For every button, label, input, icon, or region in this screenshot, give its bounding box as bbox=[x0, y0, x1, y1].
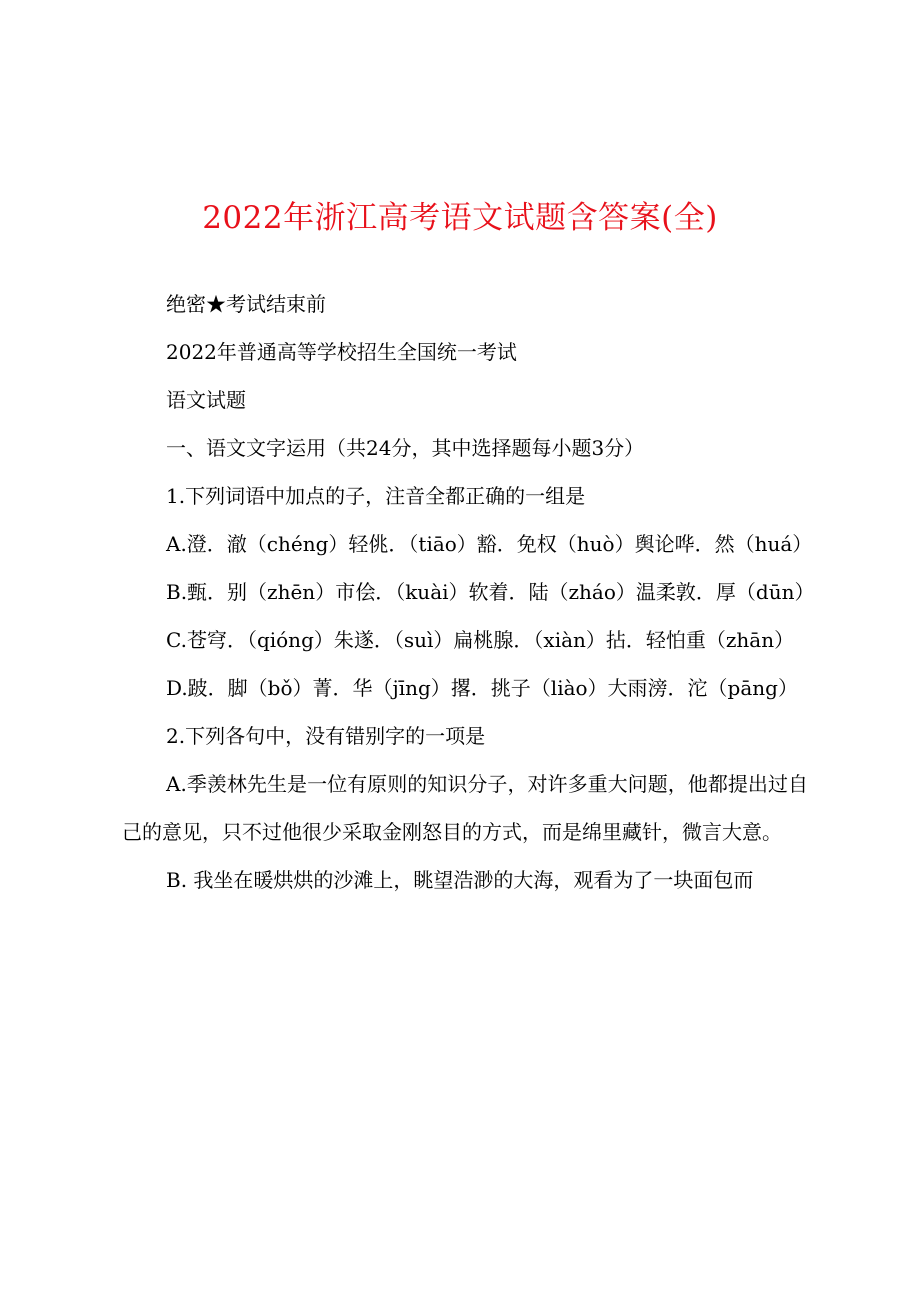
paragraph-option-1d: D.跛．脚（bǒ）菁．华（jīng）撂．挑子（liào）大雨滂．沱（pāng） bbox=[166, 676, 798, 700]
paragraph-section-heading: 一、语文文字运用（共24分，其中选择题每小题3分） bbox=[166, 436, 645, 460]
paragraph-option-1b: B.甄．别（zhēn）市侩．（kuài）软着．陆（zháo）温柔敦．厚（dūn） bbox=[166, 580, 815, 604]
paragraph-question-1: 1.下列词语中加点的子，注音全都正确的一组是 bbox=[166, 484, 586, 508]
paragraph-option-2a: A.季羡林先生是一位有原则的知识分子，对许多重大问题，他都提出过自己的意见，只不过他很少采取金刚怒目的方式，而是绵里藏针，微言大意。 bbox=[122, 772, 808, 844]
paragraph-option-1c: C.苍穹．（qióng）朱遂．（suì）扁桃腺．（xiàn）拈．轻怕重（zhān） bbox=[166, 628, 795, 652]
document-body bbox=[122, 280, 815, 904]
paragraph-confidential: 绝密★考试结束前 bbox=[166, 292, 326, 316]
paragraph-question-2: 2.下列各句中，没有错别字的一项是 bbox=[166, 724, 486, 748]
paragraph-subject: 语文试题 bbox=[166, 388, 246, 412]
paragraph-exam-name: 2022年普通高等学校招生全国统一考试 bbox=[166, 340, 517, 364]
paragraph-option-1a: A.澄．澈（chéng）轻佻．（tiāo）豁．免权（huò）舆论哗．然（huá） bbox=[166, 532, 813, 556]
paragraph-option-2b: B. 我坐在暖烘烘的沙滩上，眺望浩渺的大海，观看为了一块面包而 bbox=[166, 868, 754, 892]
document-title: 2022年浙江高考语文试题含答案(全) bbox=[202, 200, 718, 236]
